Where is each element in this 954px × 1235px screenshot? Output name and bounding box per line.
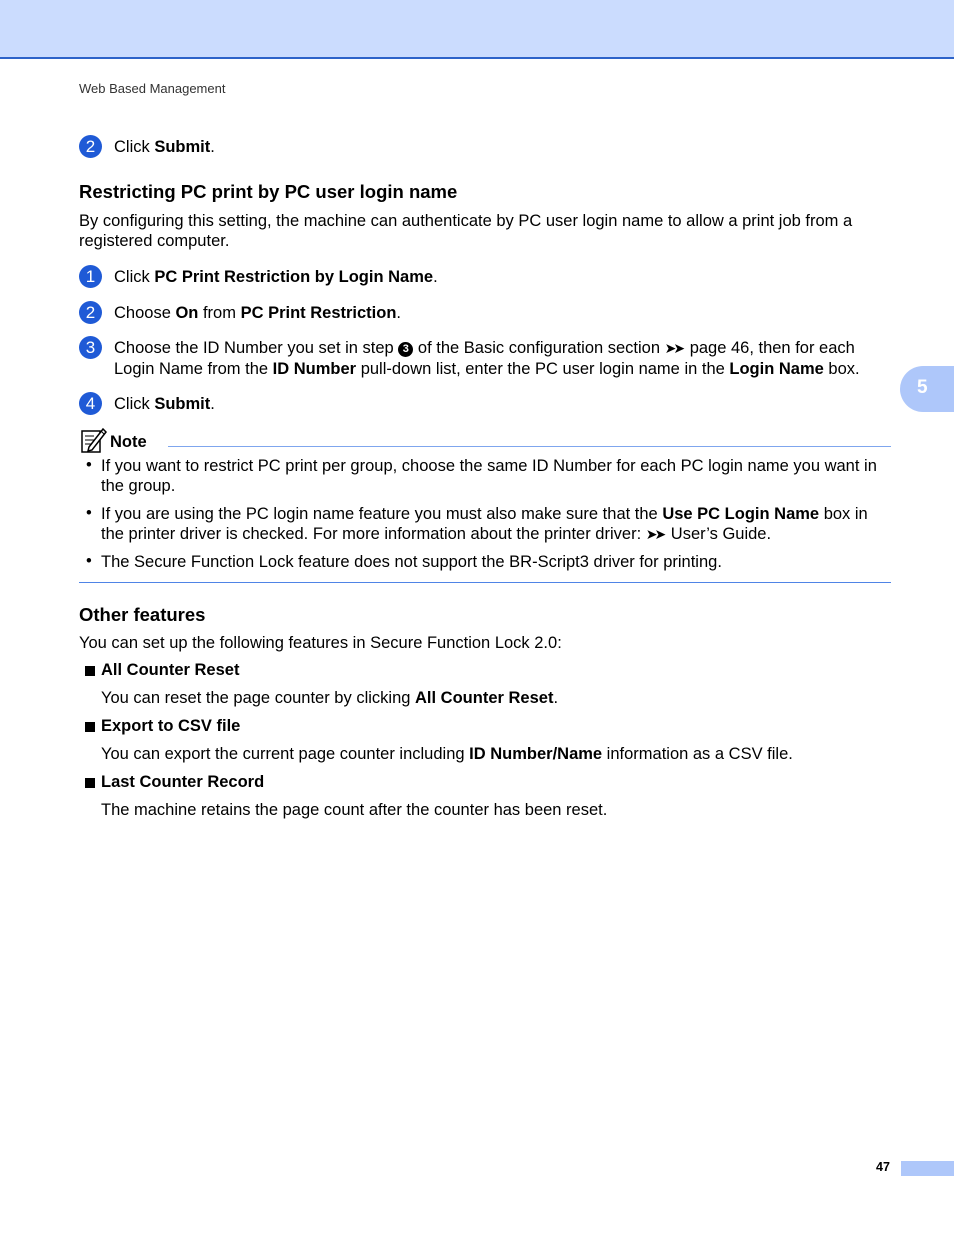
- step-text: Choose On from PC Print Restriction.: [114, 304, 402, 322]
- feature-title: All Counter Reset: [101, 661, 240, 679]
- step-number-badge: 2: [79, 135, 102, 158]
- step-text: Click PC Print Restriction by Login Name.: [114, 268, 438, 286]
- note-label: Note: [110, 433, 147, 451]
- double-arrow-icon: ➤➤: [664, 340, 683, 356]
- square-bullet-icon: [85, 778, 95, 788]
- chapter-tab: [900, 366, 954, 412]
- feature-description: You can reset the page counter by clicking All Counter Reset.: [101, 689, 559, 707]
- step-text: Choose the ID Number you set in step 3 of the Basic configuration section ➤➤ page 46, then for each Login Name from the ID Number pull-down list, enter the PC user login name in the Login Name box.: [114, 339, 860, 378]
- step-number-badge: 2: [79, 301, 102, 324]
- section-intro: You can set up the following features in Secure Function Lock 2.0:: [79, 634, 562, 652]
- step-number-badge: 1: [79, 265, 102, 288]
- note-divider-bottom: [79, 582, 891, 583]
- feature-description: The machine retains the page count after the counter has been reset.: [101, 801, 608, 819]
- running-head: Web Based Management: [79, 81, 226, 96]
- bullet-icon: •: [86, 504, 92, 522]
- double-arrow-icon: ➤➤: [645, 526, 664, 542]
- square-bullet-icon: [85, 722, 95, 732]
- note-bullet: If you are using the PC login name feature you must also make sure that the Use PC Login Name box in the printer driver is checked. For more information about the printer driver: ➤➤ User’s Guide.: [101, 505, 868, 543]
- step-number-badge: 3: [79, 336, 102, 359]
- step-text: Click Submit.: [114, 395, 215, 413]
- section-heading: Restricting PC print by PC user login name: [79, 181, 458, 202]
- note-divider-top: [168, 446, 891, 447]
- section-intro: By configuring this setting, the machine can authenticate by PC user login name to allow a print job from a registered computer.: [79, 212, 853, 250]
- page-number: 47: [876, 1160, 890, 1174]
- feature-title: Last Counter Record: [101, 773, 265, 791]
- step-text: Click Submit.: [114, 138, 215, 156]
- page-header-band: [0, 0, 954, 59]
- footer-bar: [901, 1161, 954, 1176]
- bullet-icon: •: [86, 456, 92, 474]
- step-reference-badge: 3: [398, 342, 413, 357]
- step-number-badge: 4: [79, 392, 102, 415]
- note-bullet: If you want to restrict PC print per group, choose the same ID Number for each PC login name you want in the group.: [101, 457, 877, 495]
- feature-title: Export to CSV file: [101, 717, 241, 735]
- section-heading: Other features: [79, 604, 206, 625]
- note-bullet: The Secure Function Lock feature does not support the BR-Script3 driver for printing.: [101, 553, 722, 571]
- bullet-icon: •: [86, 552, 92, 570]
- square-bullet-icon: [85, 666, 95, 676]
- chapter-number: 5: [917, 377, 928, 398]
- feature-description: You can export the current page counter including ID Number/Name information as a CSV file.: [101, 745, 793, 763]
- note-pencil-icon: [79, 426, 107, 454]
